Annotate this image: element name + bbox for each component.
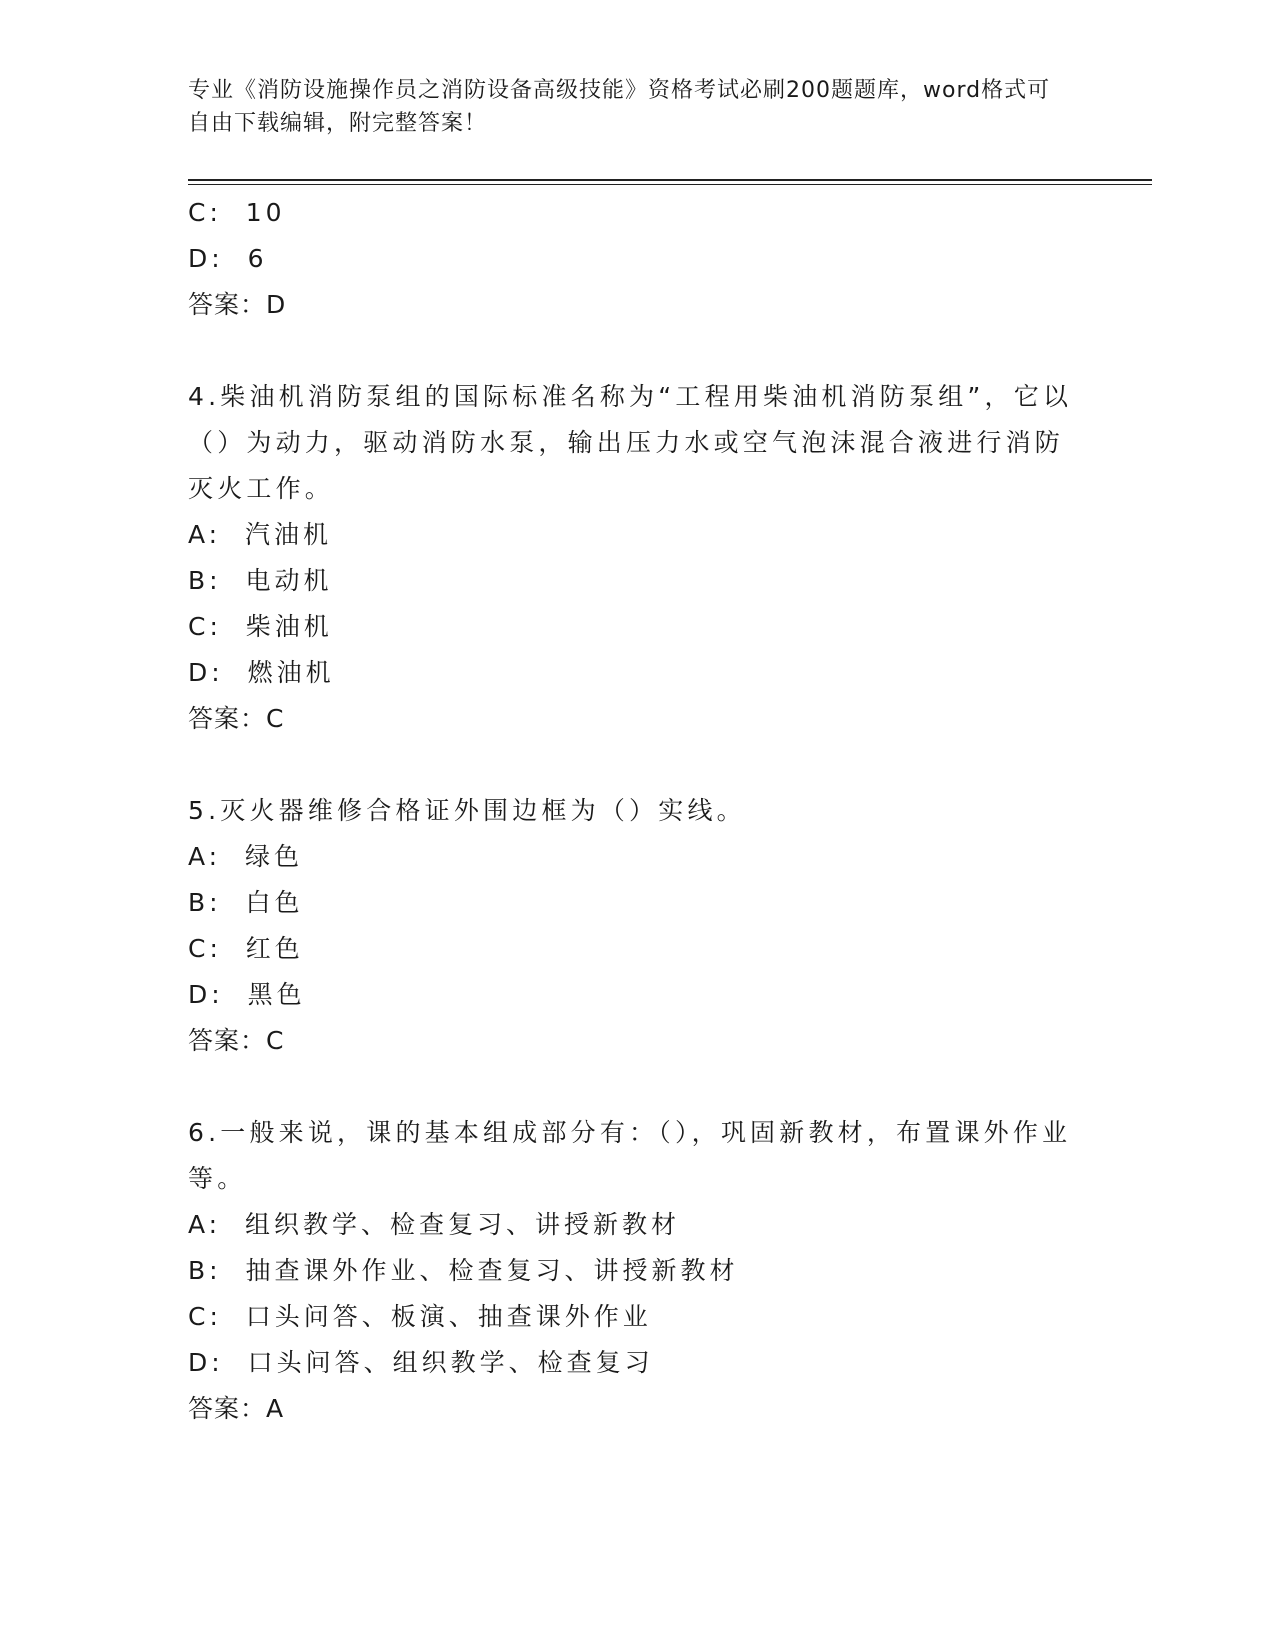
option-a: A: 绿色 xyxy=(188,842,303,871)
answer-line: 答案：C xyxy=(188,1026,285,1055)
question-block-5 xyxy=(188,788,1088,1064)
option-d: D: 6 xyxy=(188,244,268,273)
option-c: C: 10 xyxy=(188,198,286,227)
question-list xyxy=(188,190,1088,1432)
option-d: D: 燃油机 xyxy=(188,658,335,687)
option-a: A: 汽油机 xyxy=(188,520,332,549)
answer-line: 答案：D xyxy=(188,290,287,319)
option-b: B: 抽查课外作业、检查复习、讲授新教材 xyxy=(188,1256,739,1285)
header-rule xyxy=(188,179,1152,181)
option-c: C: 红色 xyxy=(188,934,304,963)
option-a: A: 组织教学、检查复习、讲授新教材 xyxy=(188,1210,680,1239)
option-b: B: 白色 xyxy=(188,888,304,917)
header-rule-thin xyxy=(188,184,1152,185)
option-c: C: 口头问答、板演、抽查课外作业 xyxy=(188,1302,652,1331)
answer-line: 答案：C xyxy=(188,704,285,733)
question-block-3 xyxy=(188,190,1088,328)
question-block-6 xyxy=(188,1110,1088,1432)
question-stem: 4.柴油机消防泵组的国际标准名称为“工程用柴油机消防泵组”，它以（）为动力，驱动消防水泵，输出压力水或空气泡沫混合液进行消防灭火工作。 xyxy=(188,382,1073,503)
option-c: C: 柴油机 xyxy=(188,612,333,641)
question-stem: 6.一般来说，课的基本组成部分有：（），巩固新教材，布置课外作业等。 xyxy=(188,1118,1072,1193)
option-d: D: 口头问答、组织教学、检查复习 xyxy=(188,1348,654,1377)
question-stem: 5.灭火器维修合格证外围边框为（）实线。 xyxy=(188,796,746,825)
answer-line: 答案：A xyxy=(188,1394,285,1423)
option-d: D: 黑色 xyxy=(188,980,306,1009)
option-b: B: 电动机 xyxy=(188,566,333,595)
document-header: 专业《消防设施操作员之消防设备高级技能》资格考试必刷200题题库，word格式可自由下载编辑，附完整答案！ xyxy=(188,78,1051,136)
question-block-4 xyxy=(188,374,1088,742)
